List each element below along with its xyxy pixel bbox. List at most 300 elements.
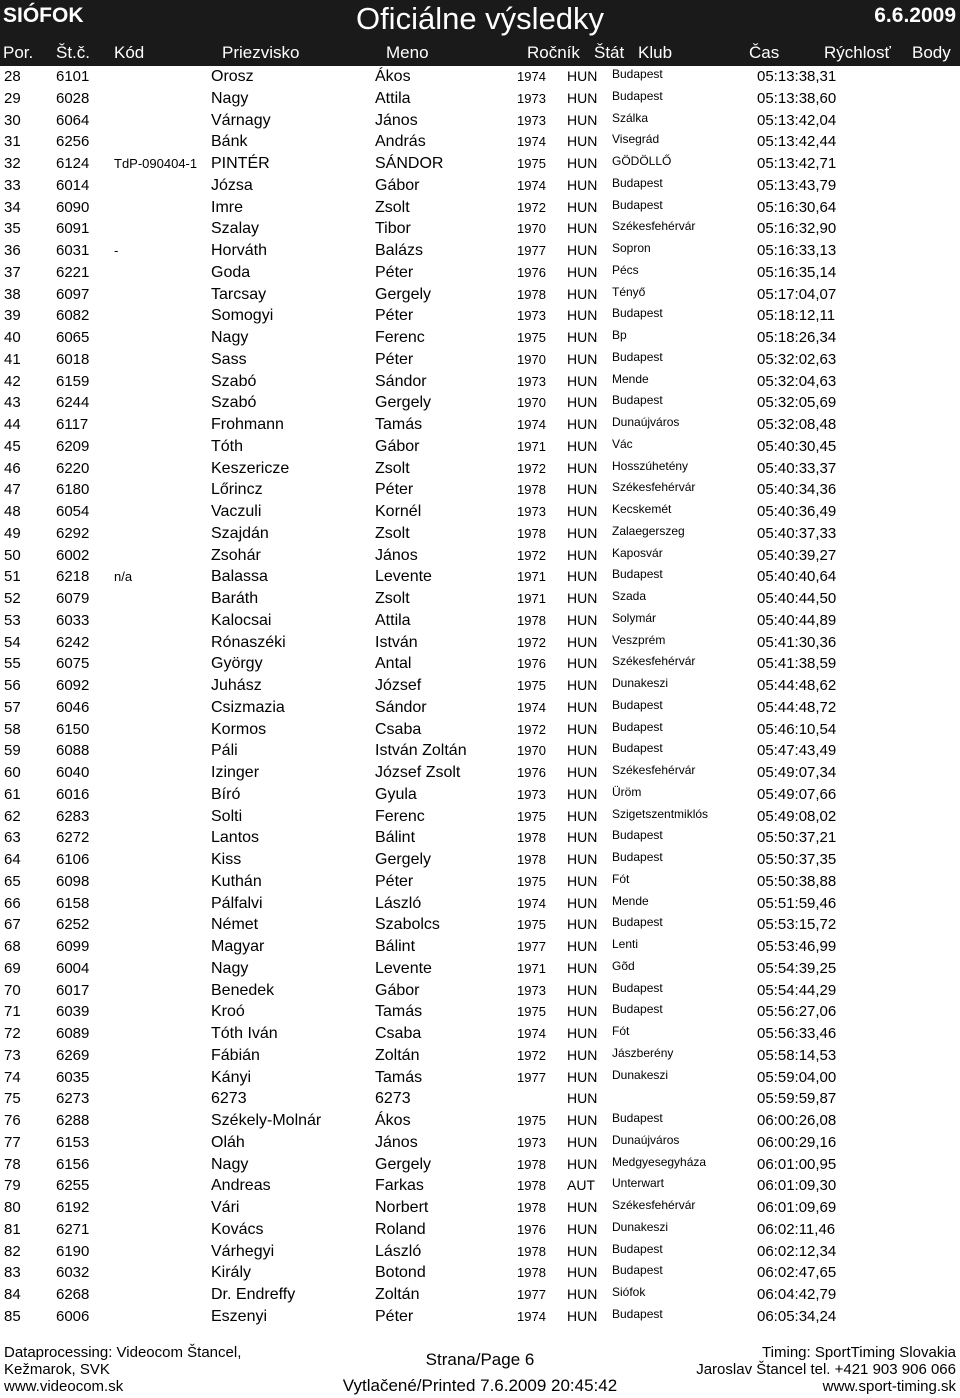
- result-start-number: 6159: [56, 372, 90, 390]
- result-firstname: Péter: [375, 872, 414, 890]
- result-time: 05:32:04,63: [757, 372, 837, 390]
- result-surname: Kalocsai: [211, 611, 272, 629]
- result-firstname: Péter: [375, 481, 414, 499]
- column-header-points: Body: [912, 43, 951, 62]
- document-title: Oficiálne výsledky: [355, 1, 605, 36]
- table-row: [0, 479, 960, 501]
- result-time: 06:01:00,95: [757, 1155, 837, 1173]
- result-country: HUN: [567, 481, 598, 498]
- result-country: HUN: [567, 68, 598, 84]
- result-firstname: Zsolt: [375, 524, 410, 542]
- result-country: HUN: [567, 981, 598, 998]
- result-surname: Nagy: [211, 329, 249, 346]
- table-row: [0, 632, 960, 654]
- result-birth-year: 1975: [517, 1113, 546, 1128]
- result-birth-year: 1971: [517, 960, 546, 976]
- result-club: Visegrád: [612, 132, 660, 147]
- result-time: 05:56:27,06: [757, 1003, 837, 1021]
- result-firstname: Tamás: [375, 1068, 423, 1086]
- result-club: Budapest: [612, 697, 663, 712]
- table-row: [0, 1175, 960, 1197]
- result-birth-year: 1978: [517, 1156, 546, 1172]
- column-header-surname: Priezvisko: [222, 43, 300, 62]
- result-country: HUN: [567, 872, 598, 889]
- result-country: HUN: [567, 1025, 598, 1041]
- result-start-number: 6075: [56, 655, 90, 673]
- table-row: [0, 1088, 960, 1110]
- result-surname: Kuthán: [211, 872, 262, 890]
- result-surname: Tarcsay: [211, 285, 267, 303]
- result-time: 05:32:08,48: [757, 416, 837, 433]
- result-surname: Páli: [211, 742, 238, 760]
- table-row: [0, 110, 960, 132]
- result-time: 05:56:33,46: [757, 1025, 837, 1042]
- table-row: [0, 1023, 960, 1045]
- result-birth-year: 1978: [517, 286, 546, 302]
- result-firstname: János: [375, 546, 418, 564]
- result-start-number: 6004: [56, 959, 90, 977]
- result-time: 05:32:05,69: [757, 394, 837, 412]
- result-surname: Nagy: [211, 89, 249, 107]
- result-time: 05:40:44,89: [757, 611, 837, 629]
- result-country: HUN: [567, 416, 598, 432]
- results-table: [0, 66, 960, 1328]
- result-start-number: 6035: [56, 1068, 90, 1086]
- result-country: HUN: [567, 851, 598, 867]
- result-country: HUN: [567, 350, 598, 367]
- result-country: HUN: [567, 916, 598, 933]
- table-row: [0, 1241, 960, 1263]
- result-club: Budapest: [612, 1241, 663, 1256]
- result-firstname: Sándor: [375, 698, 427, 716]
- result-surname: Somogyi: [211, 307, 274, 325]
- result-birth-year: 1973: [517, 982, 546, 998]
- result-club: Pécs: [612, 262, 639, 277]
- result-firstname: Kornél: [375, 503, 422, 520]
- result-birth-year: 1978: [517, 1200, 546, 1215]
- result-club: Székesfehérvár: [612, 654, 696, 669]
- result-birth-year: 1976: [517, 765, 546, 780]
- result-position: 85: [4, 1307, 21, 1325]
- result-surname: Orosz: [211, 68, 254, 85]
- result-start-number: 6054: [56, 503, 90, 520]
- result-time: 05:59:04,00: [757, 1068, 837, 1086]
- result-position: 37: [4, 263, 21, 281]
- result-position: 58: [4, 720, 21, 738]
- result-birth-year: 1972: [517, 721, 546, 737]
- result-start-number: 6158: [56, 894, 90, 912]
- result-country: HUN: [567, 1264, 598, 1281]
- result-position: 35: [4, 220, 21, 238]
- result-time: 05:44:48,72: [757, 698, 837, 716]
- column-header-speed: Rýchlosť: [824, 43, 891, 62]
- result-club: Kaposvár: [612, 545, 663, 560]
- table-row: [0, 566, 960, 588]
- result-firstname: Sándor: [375, 372, 427, 390]
- result-start-number: 6089: [56, 1025, 90, 1042]
- result-country: HUN: [567, 1112, 598, 1128]
- result-surname: Kroó: [211, 1003, 245, 1021]
- result-start-number: 6082: [56, 307, 90, 325]
- result-position: 53: [4, 611, 21, 629]
- result-position: 77: [4, 1133, 21, 1151]
- result-position: 39: [4, 307, 21, 325]
- result-time: 06:02:12,34: [757, 1242, 837, 1260]
- result-firstname: Gábor: [375, 981, 420, 999]
- table-row: [0, 762, 960, 784]
- result-position: 72: [4, 1025, 21, 1042]
- result-firstname: András: [375, 133, 426, 151]
- result-club: Solymár: [612, 610, 657, 625]
- result-surname: PINTÉR: [211, 155, 270, 172]
- result-surname: Szabó: [211, 394, 257, 412]
- result-surname: Dr. Endreffy: [211, 1286, 296, 1303]
- result-surname: Pálfalvi: [211, 894, 263, 912]
- result-position: 78: [4, 1155, 21, 1173]
- result-birth-year: 1971: [517, 591, 546, 606]
- result-time: 05:40:40,64: [757, 568, 837, 586]
- table-row: [0, 653, 960, 675]
- table-row: [0, 131, 960, 153]
- result-club: Dunakeszi: [612, 1067, 669, 1082]
- result-start-number: 6242: [56, 633, 90, 651]
- table-row: [0, 893, 960, 915]
- result-firstname: Antal: [375, 655, 412, 673]
- result-start-number: 6218: [56, 568, 90, 586]
- result-firstname: Péter: [375, 350, 414, 368]
- result-surname: Józsa: [211, 176, 253, 194]
- result-firstname: József: [375, 677, 422, 694]
- result-country: HUN: [567, 1307, 598, 1324]
- result-position: 54: [4, 633, 21, 651]
- result-club: Vác: [612, 436, 633, 451]
- result-firstname: István Zoltán: [375, 742, 467, 760]
- table-row: [0, 784, 960, 806]
- table-row: [0, 610, 960, 632]
- result-birth-year: 1972: [517, 199, 546, 215]
- result-birth-year: 1975: [517, 678, 546, 693]
- result-time: 05:53:46,99: [757, 938, 837, 955]
- result-surname: Sass: [211, 350, 247, 368]
- result-surname: Kányi: [211, 1068, 252, 1086]
- result-surname: Rónaszéki: [211, 633, 286, 651]
- result-birth-year: 1974: [517, 69, 546, 84]
- result-time: 05:59:59,87: [757, 1090, 837, 1108]
- result-firstname: Gergely: [375, 1155, 432, 1173]
- result-club: Budapest: [612, 1306, 663, 1321]
- footer-timing-line: Timing: SportTiming Slovakia: [762, 1344, 956, 1361]
- table-row: [0, 1262, 960, 1284]
- result-birth-year: 1973: [517, 373, 546, 389]
- result-surname: György: [211, 655, 263, 673]
- result-country: HUN: [567, 959, 598, 976]
- result-surname: Tóth Iván: [211, 1025, 278, 1042]
- result-start-number: 6002: [56, 546, 90, 564]
- result-position: 48: [4, 503, 21, 520]
- column-header-code: Kód: [114, 43, 145, 62]
- result-birth-year: 1973: [517, 112, 546, 128]
- result-birth-year: 1976: [517, 656, 546, 672]
- result-country: HUN: [567, 242, 598, 258]
- result-country: HUN: [567, 459, 598, 476]
- result-country: HUN: [567, 176, 598, 193]
- result-birth-year: 1977: [517, 1069, 546, 1085]
- result-firstname: 6273: [375, 1090, 411, 1108]
- result-time: 05:13:43,79: [757, 176, 837, 194]
- result-country: HUN: [567, 285, 598, 302]
- result-position: 60: [4, 764, 21, 781]
- result-club: Székesfehérvár: [612, 219, 696, 234]
- result-birth-year: 1970: [517, 351, 546, 367]
- result-club: Unterwart: [612, 1176, 665, 1191]
- column-header-time: Čas: [749, 43, 780, 62]
- result-country: HUN: [567, 372, 598, 389]
- result-start-number: 6268: [56, 1286, 90, 1303]
- column-header-club: Klub: [638, 43, 673, 62]
- footer-timing-url: www.sport-timing.sk: [822, 1378, 956, 1395]
- result-club: Bp: [612, 328, 627, 342]
- result-firstname: Tibor: [375, 220, 411, 238]
- table-row: [0, 284, 960, 306]
- result-firstname: Roland: [375, 1220, 426, 1238]
- result-code: TdP-090404-1: [114, 156, 198, 171]
- result-start-number: 6117: [56, 416, 89, 433]
- result-time: 05:13:42,44: [757, 133, 837, 151]
- result-country: HUN: [567, 1090, 598, 1107]
- result-position: 79: [4, 1177, 21, 1195]
- result-birth-year: 1978: [517, 830, 546, 846]
- result-birth-year: 1971: [517, 438, 546, 454]
- page-footer: [0, 1340, 960, 1398]
- result-firstname: Ferenc: [375, 807, 425, 825]
- result-position: 57: [4, 698, 21, 716]
- result-birth-year: 1970: [517, 395, 546, 411]
- table-row: [0, 1045, 960, 1067]
- result-club: Székesfehérvár: [612, 763, 696, 777]
- result-surname: Baráth: [211, 590, 259, 607]
- result-start-number: 6065: [56, 329, 90, 346]
- result-start-number: 6106: [56, 851, 90, 868]
- result-position: 84: [4, 1286, 21, 1303]
- column-header-country: Štát: [594, 43, 625, 62]
- result-position: 30: [4, 111, 21, 129]
- result-start-number: 6088: [56, 742, 90, 760]
- result-time: 05:54:39,25: [757, 959, 837, 977]
- result-surname: Kiss: [211, 851, 242, 868]
- result-start-number: 6079: [56, 590, 90, 607]
- result-firstname: Bálint: [375, 938, 416, 955]
- result-start-number: 6006: [56, 1307, 90, 1325]
- result-birth-year: 1970: [517, 221, 546, 237]
- result-country: HUN: [567, 524, 598, 541]
- result-country: HUN: [567, 546, 598, 563]
- result-start-number: 6046: [56, 698, 90, 716]
- result-start-number: 6028: [56, 89, 90, 107]
- result-firstname: SÁNDOR: [375, 155, 444, 172]
- result-country: HUN: [567, 764, 598, 780]
- result-country: HUN: [567, 720, 598, 737]
- result-time: 05:50:38,88: [757, 872, 837, 890]
- result-birth-year: 1978: [517, 1265, 546, 1281]
- result-firstname: Csaba: [375, 720, 422, 738]
- result-country: HUN: [567, 1133, 598, 1150]
- result-firstname: László: [375, 894, 422, 912]
- result-position: 32: [4, 155, 21, 172]
- result-start-number: 6018: [56, 350, 90, 368]
- result-club: Gõd: [612, 958, 635, 973]
- result-club: Hosszúhetény: [612, 458, 689, 473]
- result-birth-year: 1975: [517, 917, 546, 933]
- result-club: Budapest: [612, 349, 663, 364]
- result-time: 05:16:32,90: [757, 220, 837, 238]
- result-birth-year: 1976: [517, 264, 546, 280]
- result-position: 63: [4, 829, 21, 847]
- table-row: [0, 501, 960, 523]
- result-surname: Várnagy: [211, 111, 271, 129]
- column-header-start-number: Št.č.: [56, 43, 91, 62]
- result-start-number: 6192: [56, 1199, 90, 1216]
- result-club: Budapest: [612, 980, 663, 995]
- result-start-number: 6016: [56, 785, 90, 803]
- result-time: 05:16:33,13: [757, 242, 837, 259]
- result-surname: Lőrincz: [211, 481, 263, 499]
- result-firstname: Gergely: [375, 285, 432, 303]
- result-firstname: Gergely: [375, 851, 432, 868]
- result-time: 05:40:33,37: [757, 459, 837, 477]
- result-club: Székesfehérvár: [612, 480, 696, 495]
- result-surname: Zsohár: [211, 546, 261, 564]
- result-firstname: Levente: [375, 568, 432, 586]
- result-time: 05:13:38,31: [757, 68, 837, 85]
- result-surname: Német: [211, 916, 259, 934]
- result-firstname: Botond: [375, 1264, 426, 1282]
- result-club: Budapest: [612, 850, 663, 864]
- result-firstname: Szabolcs: [375, 916, 440, 934]
- result-birth-year: 1978: [517, 1243, 546, 1259]
- result-surname: Király: [211, 1264, 252, 1282]
- result-position: 66: [4, 894, 21, 912]
- result-time: 05:13:42,71: [757, 155, 837, 172]
- result-country: HUN: [567, 829, 598, 846]
- result-firstname: Attila: [375, 611, 411, 629]
- result-country: HUN: [567, 111, 598, 128]
- result-firstname: Balázs: [375, 242, 424, 259]
- result-position: 75: [4, 1090, 21, 1108]
- result-firstname: Gábor: [375, 176, 420, 194]
- result-surname: Lantos: [211, 829, 260, 847]
- result-position: 67: [4, 916, 21, 934]
- result-firstname: Zsolt: [375, 198, 410, 216]
- result-surname: Imre: [211, 198, 243, 216]
- result-surname: Fábián: [211, 1046, 260, 1064]
- result-club: Dunaújváros: [612, 415, 680, 429]
- footer-dataprocessing-city: Kežmarok, SVK: [4, 1361, 110, 1378]
- result-surname: Juhász: [211, 677, 262, 694]
- result-surname: 6273: [211, 1090, 247, 1108]
- result-position: 49: [4, 524, 21, 542]
- result-surname: Bánk: [211, 133, 248, 151]
- result-club: Székesfehérvár: [612, 1198, 696, 1212]
- result-start-number: 6156: [56, 1155, 90, 1173]
- result-time: 05:40:39,27: [757, 546, 837, 564]
- table-row: [0, 349, 960, 371]
- result-surname: Szajdán: [211, 524, 269, 542]
- result-birth-year: 1978: [517, 1178, 546, 1194]
- result-position: 36: [4, 242, 21, 259]
- result-country: HUN: [567, 307, 598, 324]
- result-club: Veszprém: [612, 632, 666, 647]
- result-club: Budapest: [612, 88, 663, 103]
- result-surname: Magyar: [211, 938, 265, 955]
- result-position: 38: [4, 285, 21, 303]
- result-country: AUT: [567, 1177, 595, 1194]
- table-row: [0, 262, 960, 284]
- result-club: GÖDÖLLŐ: [612, 154, 672, 168]
- result-country: HUN: [567, 742, 598, 759]
- result-club: Szada: [612, 589, 647, 603]
- table-row: [0, 936, 960, 958]
- result-club: Budapest: [612, 393, 663, 408]
- table-row: [0, 1284, 960, 1306]
- result-time: 05:40:44,50: [757, 590, 837, 607]
- result-country: HUN: [567, 894, 598, 911]
- result-position: 71: [4, 1003, 21, 1021]
- result-position: 76: [4, 1112, 21, 1129]
- result-firstname: Tamás: [375, 416, 423, 433]
- results-header-bar: [0, 0, 960, 66]
- table-row: [0, 371, 960, 393]
- table-row: [0, 458, 960, 480]
- result-club: Budapest: [612, 67, 663, 81]
- result-surname: Vaczuli: [211, 503, 262, 520]
- result-birth-year: 1976: [517, 1221, 546, 1237]
- result-birth-year: 1972: [517, 1047, 546, 1063]
- result-position: 34: [4, 198, 21, 216]
- result-position: 74: [4, 1068, 21, 1086]
- result-position: 55: [4, 655, 21, 673]
- result-start-number: 6209: [56, 437, 90, 455]
- result-time: 05:16:35,14: [757, 263, 837, 281]
- table-row: [0, 305, 960, 327]
- result-position: 64: [4, 851, 21, 868]
- table-row: [0, 675, 960, 697]
- result-start-number: 6099: [56, 938, 90, 955]
- result-firstname: Tamás: [375, 1003, 423, 1021]
- result-position: 40: [4, 329, 21, 346]
- result-surname: Kovács: [211, 1220, 264, 1238]
- result-firstname: Zsolt: [375, 590, 410, 607]
- result-birth-year: 1973: [517, 504, 546, 519]
- result-position: 42: [4, 372, 21, 390]
- result-position: 62: [4, 807, 21, 825]
- table-row: [0, 806, 960, 828]
- result-surname: Horváth: [211, 242, 268, 259]
- result-birth-year: 1973: [517, 786, 546, 802]
- result-start-number: 6097: [56, 285, 90, 303]
- result-time: 06:02:11,46: [757, 1220, 836, 1238]
- result-surname: Nagy: [211, 1155, 249, 1173]
- footer-timing: [696, 1344, 956, 1395]
- result-birth-year: 1974: [517, 417, 546, 432]
- page-number: Strana/Page 6: [425, 1350, 535, 1369]
- table-row: [0, 545, 960, 567]
- table-row: [0, 1001, 960, 1023]
- result-time: 05:17:04,07: [757, 285, 837, 303]
- result-time: 05:49:08,02: [757, 807, 837, 825]
- result-time: 05:32:02,63: [757, 350, 837, 368]
- result-start-number: 6221: [56, 263, 90, 281]
- result-time: 05:18:12,11: [757, 307, 836, 325]
